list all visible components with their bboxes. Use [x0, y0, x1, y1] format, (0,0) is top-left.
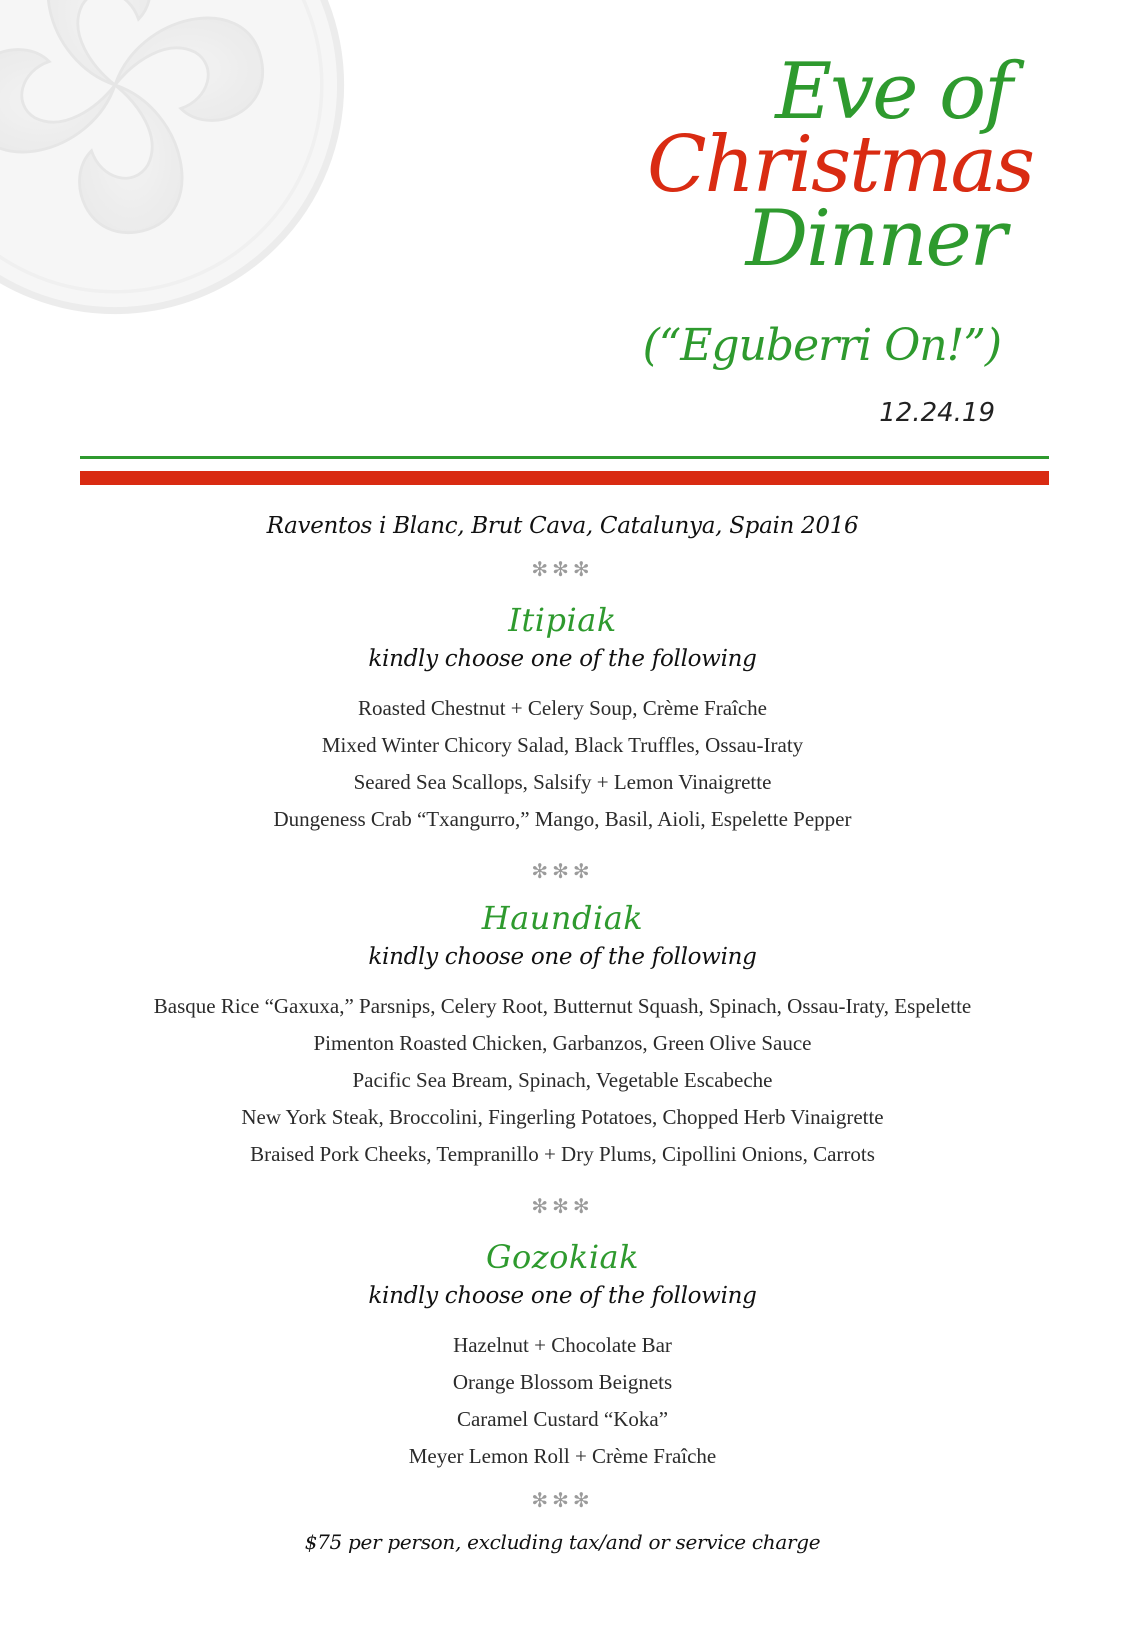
title-line-dinner: Dinner — [745, 193, 1005, 284]
menu-title — [617, 47, 1033, 284]
wine-pairing: Raventos i Blanc, Brut Cava, Catalunya, Spain 2016 — [266, 513, 859, 539]
course-instruction: kindly choose one of the following — [368, 646, 757, 672]
menu-item: Hazelnut + Chocolate Bar — [453, 1333, 672, 1357]
menu-item: Orange Blossom Beignets — [452, 1370, 673, 1394]
menu-item: Roasted Chestnut + Celery Soup, Crème Fraîche — [357, 696, 768, 720]
menu-item: Braised Pork Cheeks, Tempranillo + Dry Plums, Cipollini Onions, Carrots — [250, 1142, 875, 1166]
course-title: Gozokiak — [485, 1238, 640, 1276]
price-note: $75 per person, excluding tax/and or service charge — [304, 1530, 821, 1554]
menu-body — [0, 508, 1125, 1559]
course-gozokiak — [0, 1235, 1125, 1475]
menu-subtitle: (“Eguberri On!”) — [642, 320, 1001, 371]
red-divider-rule — [80, 471, 1049, 485]
lauburu-watermark-icon — [0, 0, 350, 320]
snowflake-divider-icon: ✻✻✻ — [531, 859, 594, 883]
menu-date: 12.24.19 — [879, 398, 995, 428]
course-title: Itipiak — [508, 601, 617, 639]
menu-item: Pimenton Roasted Chicken, Garbanzos, Green Olive Sauce — [313, 1031, 812, 1055]
course-itipiak — [0, 598, 1125, 838]
green-divider-rule — [80, 456, 1049, 459]
course-haundiak — [0, 896, 1125, 1173]
menu-item: Pacific Sea Bream, Spinach, Vegetable Escabeche — [352, 1068, 773, 1092]
menu-item: Mixed Winter Chicory Salad, Black Truffles, Ossau-Iraty — [321, 733, 804, 757]
menu-item: New York Steak, Broccolini, Fingerling Potatoes, Chopped Herb Vinaigrette — [241, 1105, 884, 1129]
course-title: Haundiak — [481, 899, 644, 937]
course-instruction: kindly choose one of the following — [368, 1283, 757, 1309]
snowflake-divider-icon: ✻✻✻ — [531, 1488, 594, 1512]
snowflake-divider-icon: ✻✻✻ — [531, 1194, 594, 1218]
menu-item: Basque Rice “Gaxuxa,” Parsnips, Celery Root, Butternut Squash, Spinach, Ossau-Iraty, Espelette — [153, 994, 972, 1018]
title-line-eve-of: Eve of — [775, 47, 1011, 137]
menu-item: Meyer Lemon Roll + Crème Fraîche — [408, 1444, 717, 1468]
menu-item: Caramel Custard “Koka” — [456, 1407, 669, 1431]
course-instruction: kindly choose one of the following — [368, 944, 757, 970]
menu-item: Dungeness Crab “Txangurro,” Mango, Basil, Aioli, Espelette Pepper — [273, 807, 852, 831]
menu-item: Seared Sea Scallops, Salsify + Lemon Vinaigrette — [353, 770, 772, 794]
snowflake-divider-icon: ✻✻✻ — [531, 557, 594, 581]
title-line-christmas: Christmas — [646, 120, 1033, 211]
